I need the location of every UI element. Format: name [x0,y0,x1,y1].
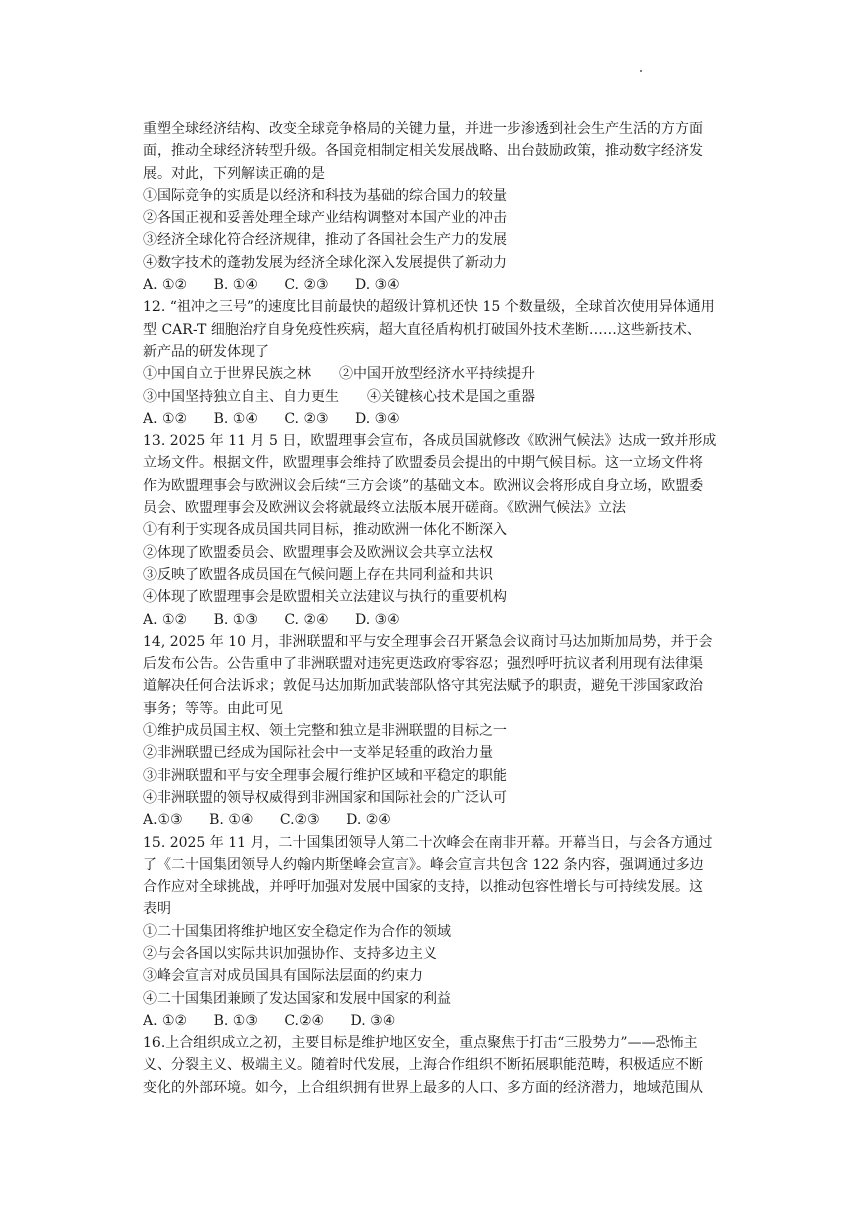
stem-line: 14, 2025 年 10 月，非洲联盟和平与安全理事会召开紧急会议商讨马达加斯加局势，并于会 [143,633,713,650]
statement: ①维护成员国主权、领土完整和独立是非洲联盟的目标之一 [143,723,507,740]
option-d: D. ③④ [355,410,400,427]
statement: ②各国正视和妥善处理全球产业结构调整对本国产业的冲击 [143,210,507,227]
statement: ④非洲联盟的领导权威得到非洲国家和国际社会的广泛认可 [143,789,507,806]
stem-line: 15. 2025 年 11 月，二十国集团领导人第二十次峰会在南非开幕。开幕当日，与会各方通过 [143,834,713,851]
stem-line: 员会、欧盟理事会及欧洲议会将就最终立法版本展开磋商。《欧洲气候法》立法 [143,500,626,517]
stem-line: 了《二十国集团领导人约翰内斯堡峰会宣言》。峰会宣言共包含 122 条内容，强调通过多边 [143,856,704,873]
statement: ③中国坚持独立自主、自力更生 ④关键核心技术是国之重器 [143,388,535,405]
statement: ①中国自立于世界民族之林 ②中国开放型经济水平持续提升 [143,366,535,383]
document-page [143,118,743,1099]
statement: ①有利于实现各成员国共同目标，推动欧洲一体化不断深入 [143,522,507,539]
statement: ③非洲联盟和平与安全理事会履行维护区域和平稳定的职能 [143,767,507,784]
stem-line: 义、分裂主义、极端主义。随着时代发展，上海合作组织不断拓展职能范畴，积极适应不断 [143,1057,703,1074]
statement: ①国际竞争的实质是以经济和科技为基础的综合国力的较量 [143,187,507,204]
statement: ②体现了欧盟委员会、欧盟理事会及欧洲议会共享立法权 [143,544,493,561]
option-b: B. ①③ [213,1012,258,1029]
option-a: A.①③ [143,812,183,829]
option-c: C.②③ [279,812,320,829]
stem-line: 13. 2025 年 11 月 5 日，欧盟理事会宣布，各成员国就修改《欧洲气候法》达成一致并形成 [143,433,717,450]
option-c: C. ②③ [284,277,329,294]
stem-line: 12. “祖冲之三号”的速度比目前最快的超级计算机还快 15 个数量级，全球首次使用异体通用 [143,299,715,316]
option-c: C.②④ [284,1012,325,1029]
option-c: C. ②③ [284,410,329,427]
stem-line: 道解决任何合法诉求；敦促马达加斯加武装部队恪守其宪法赋予的职责，避免干涉国家政治 [143,678,703,695]
stem-line: 面，推动全球经济转型升级。各国竞相制定相关发展战略、出台鼓励政策，推动数字经济发 [143,143,703,160]
stem-line: 重塑全球经济结构、改变全球竞争格局的关键力量，并进一步渗透到社会生产生活的方方面 [143,121,703,137]
statement: ③经济全球化符合经济规律，推动了各国社会生产力的发展 [143,232,507,249]
scan-speck [640,70,642,72]
statement: ②与会各国以实际共识加强协作、支持多边主义 [143,945,437,962]
stem-line: 事务；等等。由此可见 [143,700,283,717]
question-15 [143,832,743,1033]
option-a: A. ①② [143,277,188,294]
statement: ③反映了欧盟各成员国在气候问题上存在共同利益和共识 [143,566,493,583]
answer-options [143,408,743,430]
option-d: D. ②④ [346,812,391,829]
option-b: B. ①③ [213,611,258,628]
option-b: B. ①④ [213,277,258,294]
option-a: A. ①② [143,1012,188,1029]
question-12 [143,296,743,430]
question-13 [143,430,743,631]
option-d: D. ③④ [355,277,400,294]
question-11-continued [143,118,743,296]
stem-line: 合作应对全球挑战，并呼吁加强对发展中国家的支持，以推动包容性增长与可持续发展。这 [143,879,703,896]
answer-options [143,809,743,831]
statement: ④体现了欧盟理事会是欧盟相关立法建议与执行的重要机构 [143,589,507,606]
option-d: D. ③④ [355,611,400,628]
option-b: B. ①④ [209,812,254,829]
question-14 [143,631,743,832]
statement: ①二十国集团将维护地区安全稳定作为合作的领域 [143,923,451,940]
option-c: C. ②④ [284,611,329,628]
stem-line: 新产品的研发体现了 [143,343,269,360]
answer-options [143,609,743,631]
stem-line: 立场文件。根据文件，欧盟理事会维持了欧盟委员会提出的中期气候目标。这一立场文件将 [143,455,703,472]
stem-line: 变化的外部环境。如今，上合组织拥有世界上最多的人口、多方面的经济潜力，地域范围从 [143,1079,703,1096]
stem-line: 作为欧盟理事会与欧洲议会后续“三方会谈”的基础文本。欧洲议会将形成自身立场，欧盟委 [143,477,704,494]
option-a: A. ①② [143,410,188,427]
stem-line: 型 CAR-T 细胞治疗自身免疫性疾病，超大直径盾构机打破国外技术垄断……这些新技术、 [143,321,701,338]
statement: ②非洲联盟已经成为国际社会中一支举足轻重的政治力量 [143,745,493,762]
statement: ④数字技术的蓬勃发展为经济全球化深入发展提供了新动力 [143,254,507,271]
answer-options [143,1010,743,1032]
stem-line: 后发布公告。公告重申了非洲联盟对违宪更迭政府零容忍；强烈呼吁抗议者利用现有法律渠 [143,656,703,673]
statement: ③峰会宣言对成员国具有国际法层面的约束力 [143,968,423,985]
option-b: B. ①④ [213,410,258,427]
stem-line: 16.上合组织成立之初，主要目标是维护地区安全，重点聚焦于打击“三股势力”——恐怖主 [143,1035,698,1052]
answer-options [143,274,743,296]
option-d: D. ③④ [350,1012,396,1029]
statement: ④二十国集团兼顾了发达国家和发展中国家的利益 [143,990,451,1007]
option-a: A. ①② [143,611,188,628]
stem-line: 表明 [143,901,171,918]
stem-line: 展。对此，下列解读正确的是 [143,165,325,182]
question-16 [143,1032,743,1099]
